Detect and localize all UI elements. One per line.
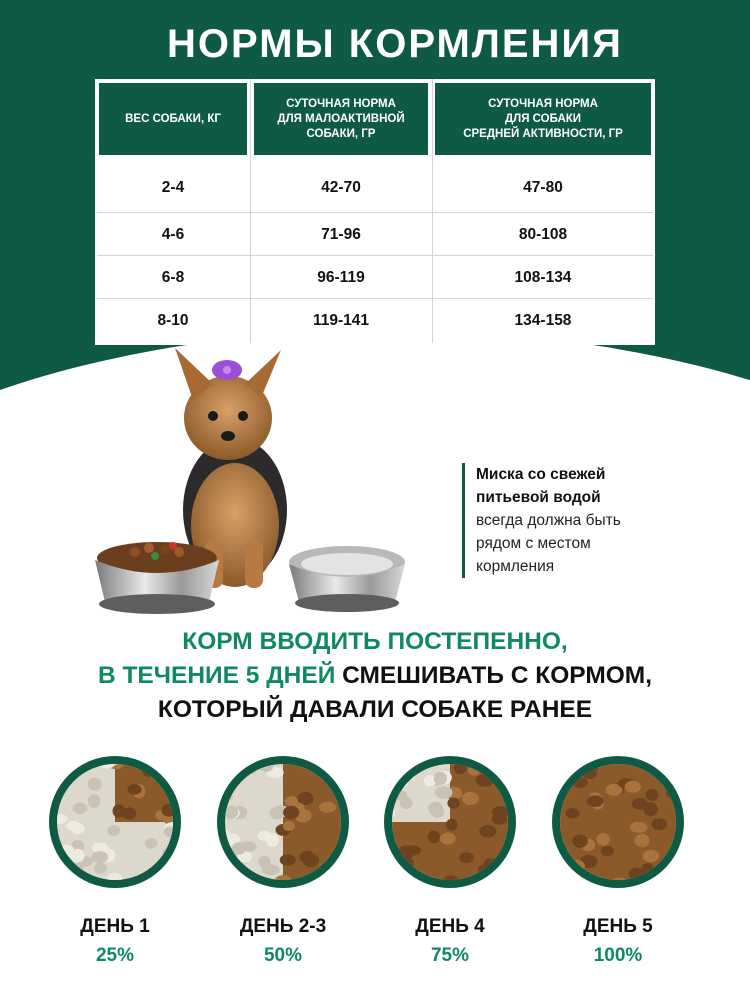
table-divider — [97, 298, 653, 299]
dog-with-bowls-illustration — [85, 340, 425, 620]
headline-line-1: КОРМ ВВОДИТЬ ПОСТЕПЕННО, — [182, 628, 568, 655]
kibble — [601, 846, 614, 856]
kibble — [405, 845, 421, 855]
kibble — [335, 884, 349, 892]
kibble — [88, 794, 100, 808]
page-title: НОРМЫ КОРМЛЕНИЯ — [167, 22, 623, 66]
table-cell: 71-96 — [321, 225, 361, 243]
kibble — [625, 781, 641, 793]
table-header-line: СОБАКИ, ГР — [306, 127, 376, 140]
food-mix-circle — [380, 752, 520, 892]
headline-line-3: КОТОРЫЙ ДАВАЛИ СОБАКЕ РАНЕЕ — [157, 696, 593, 723]
day-step — [380, 752, 520, 966]
table-cell: 42-70 — [321, 179, 361, 196]
kibble — [213, 787, 221, 798]
kibble — [300, 851, 315, 864]
note-line: рядом с местом — [476, 535, 591, 552]
kibble — [283, 806, 299, 820]
kibble — [434, 772, 447, 785]
kibble — [380, 773, 394, 786]
kibble — [258, 831, 272, 841]
kibble — [50, 752, 64, 765]
table-divider — [250, 79, 251, 343]
day-percent: 75% — [430, 945, 470, 966]
table-cell: 47-80 — [523, 179, 563, 196]
kibble — [431, 808, 444, 818]
note-line: кормления — [476, 558, 555, 575]
table-cell: 8-10 — [157, 312, 189, 329]
table-cell: 2-4 — [161, 179, 185, 196]
kibble — [172, 875, 185, 888]
table-cell: 80-108 — [518, 225, 568, 243]
kibble — [462, 792, 479, 805]
kibble — [127, 784, 141, 794]
kibble — [262, 864, 280, 875]
day-label: ДЕНЬ 4 — [415, 916, 485, 937]
food-mix-circle — [45, 752, 185, 892]
day-label: ДЕНЬ 1 — [80, 916, 150, 937]
kibble — [661, 752, 676, 758]
day-step — [213, 752, 353, 966]
kibble — [145, 838, 158, 849]
kibble — [71, 849, 85, 863]
kibble — [492, 812, 507, 825]
kibble — [269, 807, 285, 820]
kibble — [94, 863, 107, 874]
day-label: ДЕНЬ 2-3 — [239, 916, 327, 937]
kibble — [213, 752, 221, 762]
table-header-cell — [97, 81, 249, 157]
table-divider — [97, 255, 653, 256]
kibble — [66, 821, 80, 831]
kibble — [329, 884, 342, 893]
table-header-line: СУТОЧНАЯ НОРМА — [286, 97, 396, 110]
kibble — [497, 763, 510, 777]
day-step — [45, 752, 185, 966]
note-bold-line: питьевой водой — [476, 489, 601, 506]
table-cell: 6-8 — [161, 268, 185, 286]
headline-highlight: В ТЕЧЕНИЕ 5 ДНЕЙ — [97, 662, 336, 689]
kibble — [479, 825, 496, 838]
kibble — [61, 752, 79, 766]
kibble — [459, 852, 474, 863]
table-divider — [432, 79, 433, 343]
table-cell: 134-158 — [514, 312, 572, 329]
day-percent: 100% — [593, 945, 643, 966]
kibble — [563, 752, 578, 760]
table-cell: 96-119 — [317, 268, 365, 286]
food-mix-circle — [213, 752, 353, 892]
kibble — [635, 834, 650, 848]
kibble — [556, 880, 571, 891]
kibble — [630, 822, 648, 833]
kibble — [428, 830, 440, 843]
kibble — [319, 802, 336, 813]
headline-line-2 — [0, 659, 750, 693]
table-header-line: ВЕС СОБАКИ, КГ — [125, 112, 221, 125]
kibble — [643, 802, 658, 816]
kibble — [446, 819, 458, 831]
kibble — [280, 854, 296, 866]
table-header-cell — [252, 81, 430, 157]
kibble — [50, 756, 63, 767]
kibble — [660, 882, 675, 892]
table-header-line: СРЕДНЕЙ АКТИВНОСТИ, ГР — [463, 127, 623, 140]
kibble — [646, 789, 659, 801]
kibble — [548, 768, 561, 781]
kibble — [473, 752, 487, 762]
kibble — [565, 808, 579, 819]
kibble — [572, 834, 588, 847]
day-percent: 50% — [263, 945, 303, 966]
day-step — [548, 752, 688, 966]
kibble — [88, 778, 102, 791]
table-header-cell — [433, 81, 653, 157]
table-header-line: СУТОЧНАЯ НОРМА — [488, 97, 598, 110]
day-label: ДЕНЬ 5 — [583, 916, 653, 937]
day-percent: 25% — [95, 945, 135, 966]
kibble — [113, 804, 126, 818]
kibble — [435, 786, 453, 799]
kibble — [232, 842, 246, 855]
table-header-line: ДЛЯ МАЛОАКТИВНОЙ — [277, 112, 405, 125]
kibble — [285, 796, 298, 806]
kibble — [92, 851, 109, 863]
kibble — [643, 850, 660, 863]
kibble — [386, 866, 399, 878]
headline-line-2-rest: СМЕШИВАТЬ С КОРМОМ, — [335, 662, 653, 689]
table-cell: 108-134 — [514, 268, 572, 286]
kibble — [440, 832, 456, 844]
table-header-line: ДЛЯ СОБАКИ — [504, 112, 582, 125]
kibble — [283, 821, 295, 831]
kibble — [447, 798, 459, 809]
kibble — [651, 818, 667, 830]
water-bowl-note — [462, 463, 621, 578]
kibble — [597, 833, 610, 846]
kibble — [380, 864, 394, 875]
table-divider — [97, 212, 653, 213]
kibble — [587, 795, 604, 807]
kibble — [60, 752, 76, 757]
table-cell: 119-141 — [312, 312, 370, 329]
kibble — [107, 825, 120, 836]
kibble — [73, 803, 88, 814]
food-mix-circle — [548, 752, 688, 892]
kibble — [215, 884, 231, 892]
table-cell: 4-6 — [161, 225, 185, 243]
transition-instructions — [0, 625, 750, 727]
note-line: всегда должна быть — [476, 512, 621, 529]
note-bold-line: Миска со свежей — [476, 466, 606, 483]
